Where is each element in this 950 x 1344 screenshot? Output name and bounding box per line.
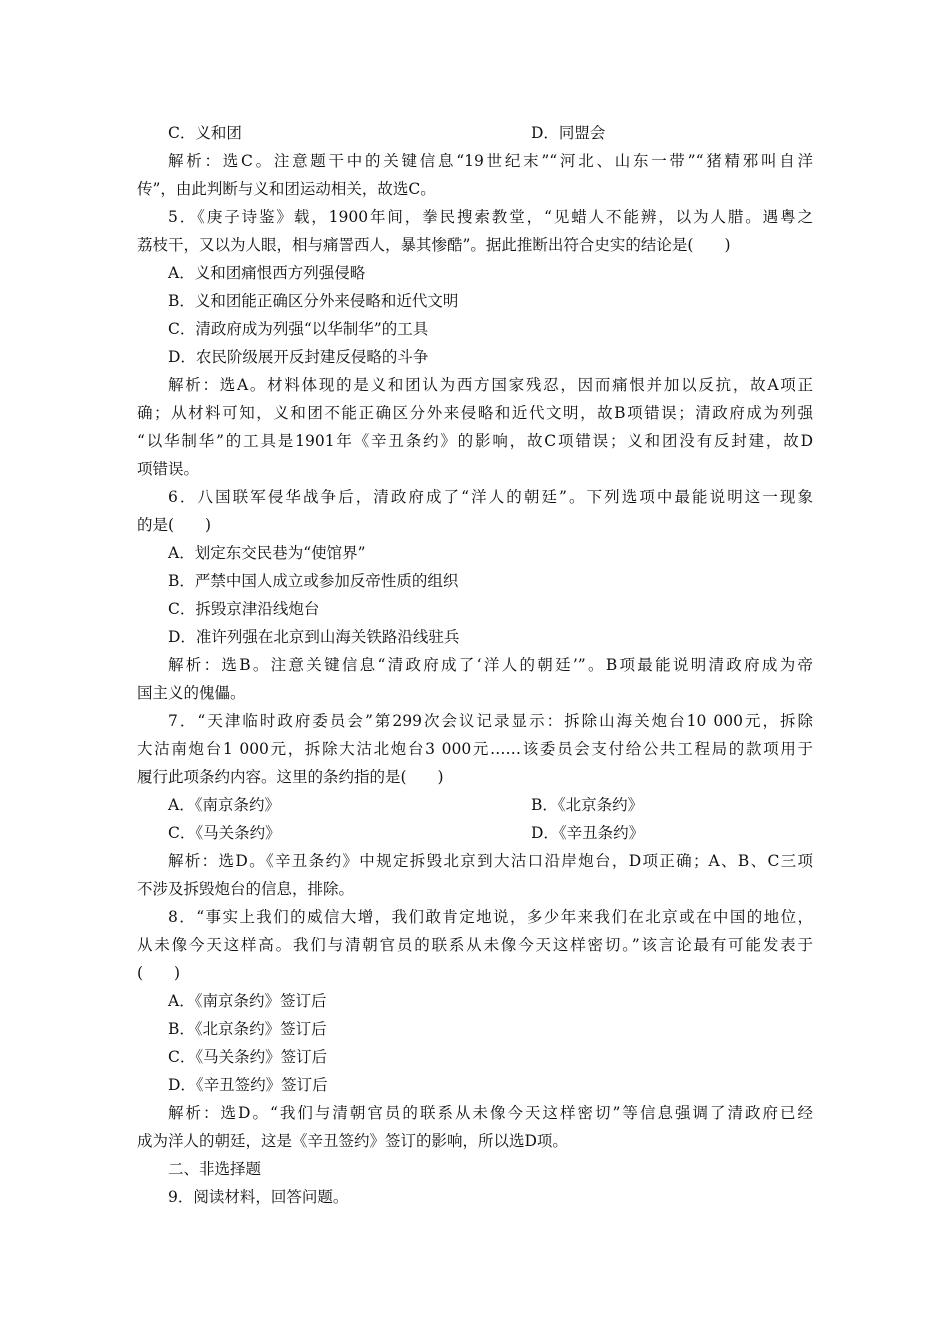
option-a-q7: A．《南京条约》 bbox=[168, 796, 280, 814]
analysis-q6-line1: 解析：选B。注意关键信息“清政府成了‘洋人的朝廷’”。B项最能说明清政府成为帝 bbox=[168, 656, 813, 674]
question-7-line3: 履行此项条约内容。这里的条约指的是( ) bbox=[137, 768, 444, 786]
option-b-q6: B．严禁中国人成立或参加反帝性质的组织 bbox=[168, 572, 459, 590]
analysis-q4-line1: 解析：选C。注意题干中的关键信息“19世纪末”“河北、山东一带”“猪精邪叫自洋 bbox=[168, 152, 813, 170]
question-5-line1: 5．《庚子诗鉴》载，1900年间，拳民搜索教堂，“见蜡人不能辨，以为人腊。遇粤之 bbox=[168, 208, 813, 226]
analysis-q5-line4: 项错误。 bbox=[137, 460, 200, 478]
analysis-q6-line2: 国主义的傀儡。 bbox=[137, 684, 246, 702]
option-c-q7: C．《马关条约》 bbox=[168, 824, 281, 842]
option-d-q5: D．农民阶级展开反封建反侵略的斗争 bbox=[168, 348, 429, 366]
option-b-q7: B．《北京条约》 bbox=[531, 796, 644, 814]
option-a-q8: A．《南京条约》签订后 bbox=[168, 992, 327, 1010]
option-b-q5: B．义和团能正确区分外来侵略和近代文明 bbox=[168, 292, 459, 310]
option-d-q6: D．准许列强在北京到山海关铁路沿线驻兵 bbox=[168, 628, 460, 646]
analysis-q7-line1: 解析：选D。《辛丑条约》中规定拆毁北京到大沽口沿岸炮台，D项正确；A、B、C三项 bbox=[168, 852, 813, 870]
analysis-q7-line2: 不涉及拆毁炮台的信息，排除。 bbox=[137, 880, 355, 898]
option-a-q6: A．划定东交民巷为“使馆界” bbox=[168, 544, 366, 562]
option-d-q7: D．《辛丑条约》 bbox=[531, 824, 645, 842]
option-b-q8: B．《北京条约》签订后 bbox=[168, 1020, 327, 1038]
question-7-line1: 7．“天津临时政府委员会”第299次会议记录显示：拆除山海关炮台10 000元，拆除 bbox=[168, 712, 813, 730]
section-heading: 二、非选择题 bbox=[168, 1160, 262, 1178]
analysis-q8-line2: 成为洋人的朝廷，这是《辛丑签约》签订的影响，所以选D项。 bbox=[137, 1132, 568, 1150]
analysis-q8-line1: 解析：选D。“我们与清朝官员的联系从未像今天这样密切”等信息强调了清政府已经 bbox=[168, 1104, 813, 1122]
analysis-q4-line2: 传”，由此判断与义和团运动相关，故选C。 bbox=[137, 180, 436, 198]
question-5-line2: 荔枝干，又以为人眼，相与痛詈西人，暴其惨酷”。据此推断出符合史实的结论是( ) bbox=[137, 236, 731, 254]
option-d-q8: D．《辛丑签约》签订后 bbox=[168, 1076, 328, 1094]
question-9-line1: 9．阅读材料，回答问题。 bbox=[168, 1188, 349, 1206]
question-6-line1: 6．八国联军侵华战争后，清政府成了“洋人的朝廷”。下列选项中最能说明这一现象 bbox=[168, 488, 813, 506]
option-c-q4: C．义和团 bbox=[168, 124, 242, 142]
analysis-q5-line2: 确；从材料可知，义和团不能正确区分外来侵略和近代文明，故B项错误；清政府成为列强 bbox=[137, 404, 813, 422]
question-6-line2: 的是( ) bbox=[137, 516, 212, 534]
option-c-q8: C．《马关条约》签订后 bbox=[168, 1048, 328, 1066]
question-7-line2: 大沽南炮台1 000元，拆除大沽北炮台3 000元……该委员会支付给公共工程局的款项用于 bbox=[137, 740, 813, 758]
option-c-q5: C．清政府成为列强“以华制华”的工具 bbox=[168, 320, 429, 338]
analysis-q5-line3: “以华制华”的工具是1901年《辛丑条约》的影响，故C项错误；义和团没有反封建，故D bbox=[137, 432, 813, 450]
option-a-q5: A．义和团痛恨西方列强侵略 bbox=[168, 264, 366, 282]
analysis-q5-line1: 解析：选A。材料体现的是义和团认为西方国家残忍，因而痛恨并加以反抗，故A项正 bbox=[168, 376, 813, 394]
question-8-line2: 从未像今天这样高。我们与清朝官员的联系从未像今天这样密切。”该言论最有可能发表于 bbox=[137, 936, 813, 954]
question-8-line3: ( ) bbox=[137, 964, 181, 982]
question-8-line1: 8．“事实上我们的威信大增，我们敢肯定地说，多少年来我们在北京或在中国的地位， bbox=[168, 908, 813, 926]
option-d-q4: D．同盟会 bbox=[531, 124, 606, 142]
option-c-q6: C．拆毁京津沿线炮台 bbox=[168, 600, 320, 618]
